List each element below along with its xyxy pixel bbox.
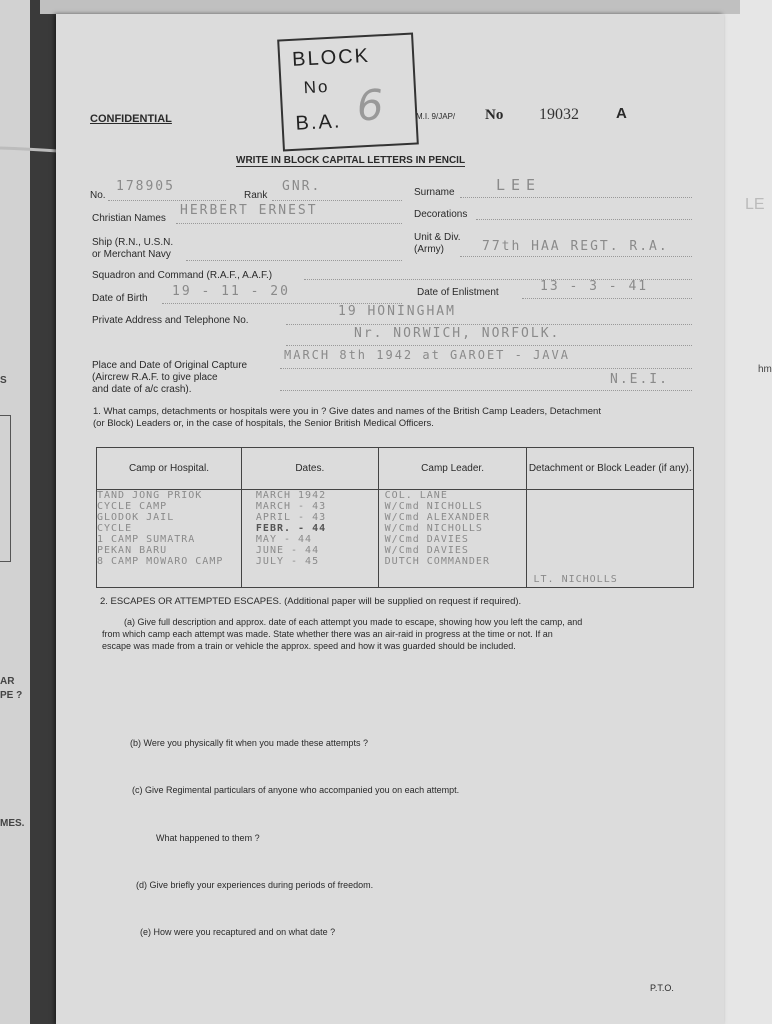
table-cell-camp: TAND JONG PRIOK <box>97 490 203 501</box>
table-header: Detachment or Block Leader (if any). <box>527 448 694 490</box>
form-instruction: WRITE IN BLOCK CAPITAL LETTERS IN PENCIL <box>236 155 466 166</box>
table-header: Camp Leader. <box>378 448 527 490</box>
question-2a-text-3: escape was made from a train or vehicle the approx. speed and how it was guarded should be included. <box>102 641 516 651</box>
table-cell-leader: W/Cmd DAVIES <box>384 534 469 545</box>
field-line <box>280 368 692 369</box>
camps-table <box>96 447 694 588</box>
left-page-fragment: AR <box>0 676 15 687</box>
surname-value: LEE <box>496 176 542 194</box>
question-2-title: 2. ESCAPES OR ATTEMPTED ESCAPES. (Additional paper will be supplied on request if required). <box>100 596 522 607</box>
stamp-line-block: BLOCK <box>291 44 371 71</box>
field-line <box>476 219 692 220</box>
address-line-1: 19 HONINGHAM <box>338 304 456 319</box>
confidential-label: CONFIDENTIAL <box>90 113 172 125</box>
capture-label-2: (Aircrew R.A.F. to give place <box>92 372 218 383</box>
table-cell-leader: W/Cmd ALEXANDER <box>384 512 490 523</box>
ship-label-2: or Merchant Navy <box>92 249 171 260</box>
field-line <box>272 200 402 201</box>
field-line <box>280 390 692 391</box>
unit-label-2: (Army) <box>414 244 444 255</box>
table-cell-camp: CYCLE CAMP <box>97 501 168 512</box>
right-page-fragment: LE <box>745 196 765 213</box>
unit-value: 77th HAA REGT. R.A. <box>482 239 669 254</box>
field-line <box>522 298 692 299</box>
table-header: Camp or Hospital. <box>97 448 242 490</box>
question-2a-text: (a) Give full description and approx. date of each attempt you made to escape, showing how you left the camp, and <box>124 617 583 627</box>
block-stamp <box>277 33 419 152</box>
table-cell-camp: PEKAN BARU <box>97 545 168 556</box>
date-of-birth-label: Date of Birth <box>92 293 148 304</box>
field-line <box>460 256 692 257</box>
number-label: No <box>485 107 504 123</box>
top-page-edge <box>40 0 740 14</box>
leader-column <box>378 490 527 588</box>
christian-names-label: Christian Names <box>92 213 166 224</box>
right-page <box>718 0 772 1024</box>
unit-label: Unit & Div. <box>414 232 461 243</box>
question-2d-text: (d) Give briefly your experiences during periods of freedom. <box>136 880 374 890</box>
serial-number: 19032 <box>539 106 579 123</box>
field-line <box>186 260 402 261</box>
table-cell-leader: COL. LANE <box>384 490 448 501</box>
question-2c-sub-text: What happened to them ? <box>156 833 260 843</box>
field-line <box>460 197 692 198</box>
table-cell-camp: 1 CAMP SUMATRA <box>97 534 196 545</box>
table-cell-dates: JULY - 45 <box>255 556 320 567</box>
field-line <box>176 223 402 224</box>
please-turn-over: P.T.O. <box>650 983 674 993</box>
left-page-box <box>0 415 11 562</box>
question-2e-text: (e) How were you recaptured and on what date ? <box>140 927 336 937</box>
mi-reference: M.I. 9/JAP/ <box>416 112 456 121</box>
no-label: No. <box>90 190 106 201</box>
table-cell-camp: GLODOK JAIL <box>97 512 175 523</box>
stamp-line-ba: B.A. <box>295 110 342 135</box>
question-1-text: 1. What camps, detachments or hospitals were you in ? Give dates and names of the British Camp Leaders, Detachment <box>93 406 601 417</box>
table-cell-dates: MARCH 1942 <box>255 490 327 501</box>
table-cell-leader: W/Cmd DAVIES <box>384 545 469 556</box>
left-page-fragment: PE ? <box>0 690 23 701</box>
surname-label: Surname <box>414 187 455 198</box>
field-line <box>108 200 226 201</box>
stamp-line-no: No <box>303 76 330 98</box>
table-cell-dates: MAY - 44 <box>255 534 313 545</box>
serial-suffix: A <box>616 105 627 122</box>
squadron-label: Squadron and Command (R.A.F., A.A.F.) <box>92 270 273 281</box>
capture-value: MARCH 8th 1942 at GAROET - JAVA <box>284 348 570 362</box>
question-2b-text: (b) Were you physically fit when you made these attempts ? <box>130 738 368 748</box>
table-header: Dates. <box>241 448 378 490</box>
date-of-enlistment-value: 13 - 3 - 41 <box>540 279 649 294</box>
capture-label: Place and Date of Original Capture <box>92 360 248 371</box>
capture-value-2: N.E.I. <box>610 372 669 387</box>
rank-value: GNR. <box>282 179 322 194</box>
detachment-column <box>527 490 694 588</box>
camp-column <box>97 490 242 588</box>
table-cell-leader: W/Cmd NICHOLLS <box>384 501 483 512</box>
ship-label: Ship (R.N., U.S.N. <box>92 237 174 248</box>
date-of-enlistment-label: Date of Enlistment <box>417 287 499 298</box>
table-cell-dates: MARCH - 43 <box>255 501 327 512</box>
dates-column <box>241 490 378 588</box>
left-page-fragment: S <box>0 375 7 386</box>
table-cell-leader: W/Cmd NICHOLLS <box>384 523 483 534</box>
decorations-label: Decorations <box>414 209 468 220</box>
field-line <box>286 324 692 325</box>
right-page-fragment: hm <box>758 364 772 375</box>
private-address-label: Private Address and Telephone No. <box>92 315 249 326</box>
field-line <box>286 345 692 346</box>
table-cell-camp: CYCLE <box>97 523 133 534</box>
table-cell-dates: APRIL - 43 <box>255 512 327 523</box>
service-number-value: 178905 <box>116 179 175 194</box>
question-1-text-2: (or Block) Leaders or, in the case of hospitals, the Senior British Medical Officers. <box>93 418 434 429</box>
address-line-2: Nr. NORWICH, NORFOLK. <box>354 326 561 341</box>
pow-questionnaire-form <box>56 14 724 1024</box>
question-2c-text: (c) Give Regimental particulars of anyone who accompanied you on each attempt. <box>132 785 460 795</box>
question-2a-text-2: from which camp each attempt was made. State whether there was an air-raid in progress at the time or not. If an <box>102 629 553 639</box>
capture-label-3: and date of a/c crash). <box>92 384 192 395</box>
date-of-birth-value: 19 - 11 - 20 <box>172 284 290 299</box>
left-page-fragment: MES. <box>0 818 25 829</box>
stamp-handwritten-number: 6 <box>355 80 385 131</box>
table-cell-camp: 8 CAMP MOWARO CAMP <box>97 556 224 567</box>
rank-label: Rank <box>244 190 268 201</box>
christian-names-value: HERBERT ERNEST <box>180 203 318 218</box>
table-cell-detachment: LT. NICHOLLS <box>533 574 618 585</box>
table-cell-dates: JUNE - 44 <box>255 545 320 556</box>
table-cell-dates: FEBR. - 44 <box>255 523 327 534</box>
table-cell-leader: DUTCH COMMANDER <box>384 556 490 567</box>
